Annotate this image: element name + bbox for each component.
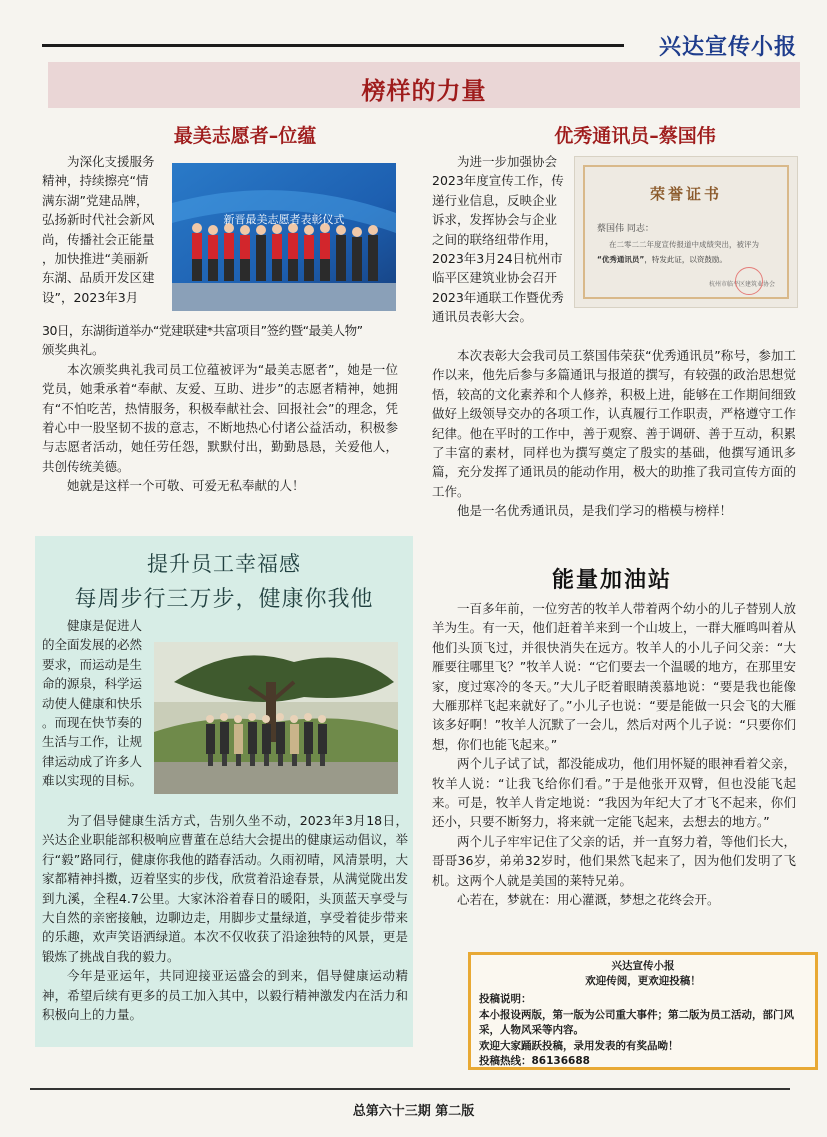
certificate-name: 蔡国伟 同志： [597, 224, 654, 234]
certificate-body: ，特发此证，以资鼓励。 [644, 255, 727, 264]
correspondent-body [432, 346, 796, 521]
bottom-rule [30, 1088, 790, 1090]
notice-label: 投稿说明： [479, 993, 532, 1005]
correspondent-line: 诉求，发挥协会与企业 [432, 212, 558, 228]
certificate-seal [735, 267, 763, 295]
energy-paragraph: 两个儿子试了试，都没能成功，他们用怀疑的眼神看着父亲，牧羊人说：“让我飞给你们看。”于是他张开双臂，但也没能飞起来。可是，牧羊人肯定地说：“我因为年纪大了才飞不起来，你们还小，只要不断努力，将来就一定能飞起来，去想去的地方。” [432, 756, 796, 830]
energy-title: 能量加油站 [551, 568, 672, 593]
submission-notice [468, 952, 818, 1070]
correspondent-title: 优秀通讯员–蔡国伟 [554, 125, 716, 147]
wellbeing-wrap-text [42, 616, 154, 791]
wellbeing-line: 难以实现的目标。 [42, 773, 143, 789]
wellbeing-title: 提升员工幸福感 [147, 552, 301, 576]
wellbeing-line: 生活与工作，让规 [42, 734, 143, 750]
correspondent-line: 临平区建筑业协会召开 [432, 270, 558, 286]
masthead-title: 兴达宣传小报 [658, 35, 797, 60]
volunteer-wrap-text [42, 152, 170, 307]
volunteer-line: 精神，持续擦亮“情 [42, 173, 149, 189]
volunteer-title: 最美志愿者–位蕴 [173, 125, 317, 147]
correspondent-line: 之间的联络纽带作用， [432, 231, 558, 247]
volunteer-body [42, 321, 398, 496]
volunteer-award-photo [172, 163, 396, 311]
wellbeing-line: 健康是促进人 [67, 618, 143, 633]
wellbeing-line: 的全面发展的必然 [42, 637, 143, 653]
volunteer-line: 30日，东湖街道举办“党建联建*共富项目”签约暨“最美人物” [42, 323, 363, 338]
wellbeing-box [35, 536, 413, 1047]
volunteer-line: 尚，传播社会正能量 [42, 231, 155, 247]
correspondent-line: 2023年通联工作暨优秀 [432, 289, 564, 305]
volunteer-line: 设”，2023年3月 [42, 289, 139, 305]
volunteer-line: ，加快推进“美丽新 [42, 251, 149, 267]
certificate-award: “优秀通讯员” [597, 255, 645, 264]
wellbeing-line: 。而现在快节奏的 [42, 715, 143, 731]
wellbeing-line: 律运动成了许多人 [42, 753, 143, 769]
volunteer-line: 满东湖”党建品牌， [42, 192, 149, 208]
top-rule [42, 44, 624, 47]
correspondent-line: 递行业信息，反映企业 [432, 192, 558, 208]
notice-hotline: 投稿热线：86136688 [479, 1055, 590, 1067]
section-banner [48, 62, 800, 108]
energy-body [432, 599, 796, 910]
honor-certificate [574, 156, 798, 308]
volunteer-paragraph: 本次颁奖典礼我司员工位蕴被评为“最美志愿者”，她是一位党员，她秉承着“奉献、友爱、互助、进步”的志愿者精神，她拥有“不怕吃苦，热情服务，积极奉献社会、回报社会”的理念，凭着心中一股坚韧不拔的意志，不断地热心付诸公益活动，积极参与志愿者活动，她任劳任怨，默默付出，勤勤恳恳，关爱他人，共创传统美德。 [42, 361, 398, 474]
energy-paragraph: 一百多年前，一位穷苦的牧羊人带着两个幼小的儿子替别人放羊为生。有一天，他们赶着羊来到一个山坡上，一群大雁鸣叫着从他们头顶飞过，并很快消失在远方。牧羊人的小儿子问父亲：“大雁要往哪里飞？”牧羊人说：“它们要去一个温暖的地方，在那里安家，度过寒冷的冬天。”大儿子眨着眼睛羡慕地说：“要是我也能像大雁那样飞起来就好了。”小儿子也说：“要是能做一只会飞的大雁该多好啊！”牧羊人沉默了一会儿，然后对两个儿子说：“只要你们想，你们也能飞起来。” [432, 601, 796, 752]
certificate-issuer: 杭州市临平区建筑业协会 [708, 281, 775, 288]
correspondent-line: 2023年度宣传工作，传 [432, 173, 564, 189]
page-footer: 总第六十三期 第二版 [352, 1104, 475, 1119]
notice-title: 兴达宣传小报 [611, 960, 675, 972]
correspondent-paragraph: 本次表彰大会我司员工蔡国伟荣获“优秀通讯员”称号，参加工作以来，他先后参与多篇通讯与报道的撰写，有较强的政治思想觉悟，较高的文化素养和个人修养，积极上进，能够在工作期间细致做好上级领导交办的各项工作，认真履行工作职责，严格遵守工作纪律。他在平时的工作中，善于观察、善于调研、善于互动，积累了丰富的素材，同样也为撰写奠定了殷实的基础，他撰写通讯多篇，充分发挥了通讯员的能动作用，极大的助推了我司宣传方面的工作。 [432, 348, 796, 499]
correspondent-wrap-text [432, 152, 570, 327]
volunteer-paragraph: 她就是这样一个可敬、可爱无私奉献的人！ [67, 478, 305, 494]
wellbeing-subtitle: 每周步行三万步，健康你我他 [74, 587, 374, 612]
energy-paragraph: 心若在，梦就在：用心灌溉，梦想之花终会开。 [457, 892, 720, 908]
notice-line: 欢迎大家踊跃投稿，录用发表的有奖品呦！ [479, 1039, 679, 1052]
volunteer-line: 东湖、品质开发区建 [42, 270, 155, 286]
wellbeing-line: 要求，而运动是生 [42, 656, 143, 672]
certificate-heading: 荣誉证书 [649, 185, 722, 203]
volunteer-line: 弘扬新时代社会新风 [42, 212, 155, 228]
energy-paragraph: 两个儿子牢牢记住了父亲的话，并一直努力着，等他们长大，哥哥36岁，弟弟32岁时，他们果然飞起来了，因为他们发明了飞机。这两个人就是美国的莱特兄弟。 [432, 833, 796, 888]
wellbeing-paragraph: 为了倡导健康生活方式，告别久坐不动，2023年3月18日，兴达企业职能部积极响应曹董在总结大会提出的健康运动倡议，举行“毅”路同行，健康你我他的踏春活动。久雨初晴，风清景明，大家都精神抖擞，迈着坚实的步伐，欣赏着沿途春景，从满觉陇出发到九溪，全程4.7公里。大家沐浴着春日的暖阳，头顶蓝天享受与大自然的亲密接触，边聊边走，用脚步丈量绿道，享受着徒步带来的乐趣，欢声笑语洒绿道。本次不仅收获了沿途独特的风景，更是锻炼了挑战自我的毅力。 [42, 813, 408, 964]
banner-title: 榜样的力量 [361, 77, 487, 105]
hiking-group-photo [154, 642, 398, 794]
volunteer-line: 为深化支援服务 [67, 154, 155, 169]
wellbeing-line: 动使人健康和快乐 [42, 695, 143, 711]
correspondent-line: 2023年3月24日杭州市 [432, 251, 563, 267]
photo-caption: 新晋最美志愿者表彰仪式 [223, 213, 345, 226]
notice-line: 本小报设两版，第一版为公司重大事件；第二版为员工活动，部门风采，人物风采等内容。 [479, 1008, 794, 1036]
correspondent-line: 为进一步加强协会 [457, 154, 558, 169]
certificate-body: 在二零二二年度宣传报道中成绩突出，被评为 [609, 240, 759, 249]
wellbeing-body [42, 811, 408, 1024]
volunteer-line: 颁奖典礼。 [42, 342, 105, 358]
correspondent-line: 通讯员表彰大会。 [432, 309, 533, 325]
correspondent-paragraph: 他是一名优秀通讯员，是我们学习的楷模与榜样！ [457, 503, 733, 519]
wellbeing-paragraph: 今年是亚运年，共同迎接亚运盛会的到来，倡导健康运动精神，希望后续有更多的员工加入其中，以毅行精神激发内在活力和积极向上的力量。 [42, 968, 408, 1023]
notice-subtitle: 欢迎传阅，更欢迎投稿！ [585, 975, 701, 987]
wellbeing-line: 命的源泉，科学运 [42, 676, 143, 692]
